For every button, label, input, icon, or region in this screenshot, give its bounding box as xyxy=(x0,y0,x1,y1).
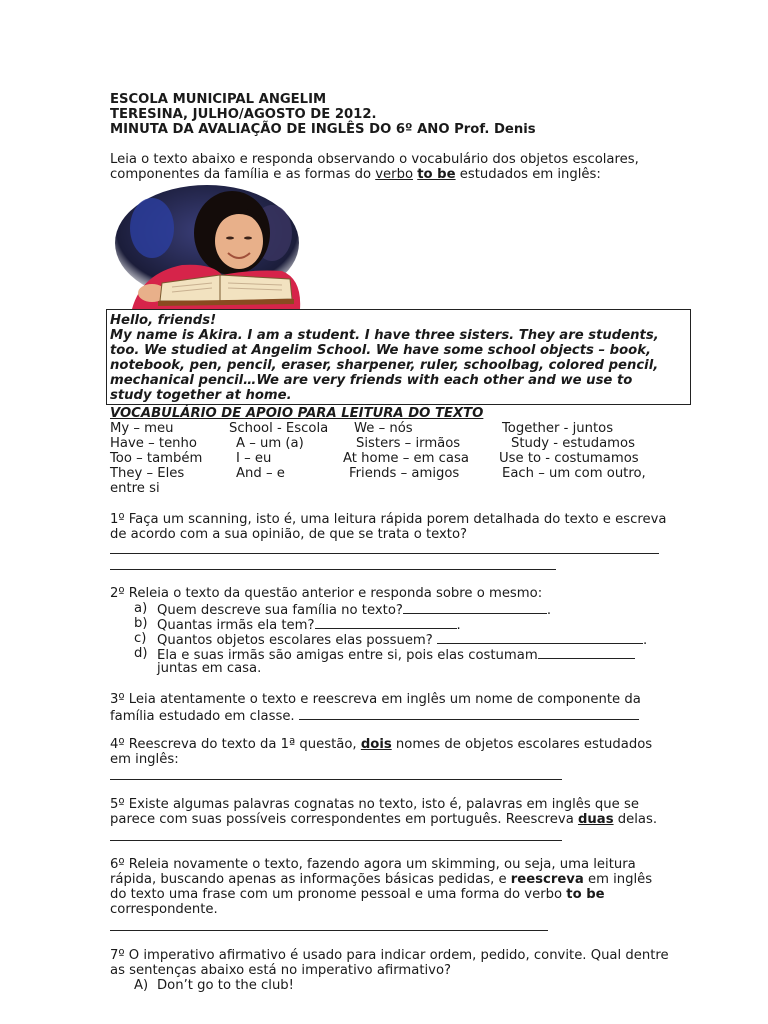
q5-line-2: parece com suas possíveis correspondentes em português. Reescreva duas delas. xyxy=(110,812,658,827)
q2-item-letter: b) xyxy=(134,616,148,631)
vocab-cell: A – um (a) xyxy=(236,436,304,451)
vocab-cell: Too – também xyxy=(110,451,203,466)
q7-option-a-letter: A) xyxy=(134,978,149,993)
vocab-cell: Each – um com outro, xyxy=(502,466,646,481)
vocab-cell: Friends – amigos xyxy=(349,466,460,481)
q4-answer-line[interactable] xyxy=(110,779,562,780)
vocab-cell: Use to - costumamos xyxy=(499,451,639,466)
q6-line-3: do texto uma frase com um pronome pessoal e uma forma do verbo to be xyxy=(110,887,605,902)
exam-title: MINUTA DA AVALIAÇÃO DE INGLÊS DO 6º ANO Prof. Denis xyxy=(110,122,536,137)
vocab-cell: Sisters – irmãos xyxy=(356,436,461,451)
school-name: ESCOLA MUNICIPAL ANGELIM xyxy=(110,92,327,107)
q2-item-d-continuation: juntas em casa. xyxy=(157,661,262,676)
vocab-cell: School - Escola xyxy=(229,421,329,436)
q2-d-answer-blank[interactable] xyxy=(538,646,635,659)
vocab-continuation: entre si xyxy=(110,481,160,496)
q5-line-1: 5º Existe algumas palavras cognatas no texto, isto é, palavras em inglês que se xyxy=(110,797,639,812)
q2-c-answer-blank[interactable] xyxy=(437,631,643,644)
reading-text-line: My name is Akira. I am a student. I have three sisters. They are students, xyxy=(110,328,659,343)
q3-line-1: 3º Leia atentamente o texto e reescreva em inglês um nome de componente da xyxy=(110,692,641,707)
q2-item-letter: a) xyxy=(134,601,148,616)
q2-item-c: Quantos objetos escolares elas possuem? . xyxy=(157,633,648,648)
vocab-cell: Study - estudamos xyxy=(511,436,635,451)
reading-text-line: notebook, pen, pencil, eraser, sharpener, ruler, schoolbag, colored pencil, xyxy=(110,358,659,373)
intro-line-2: componentes da família e as formas do verbo to be estudados em inglês: xyxy=(110,167,601,182)
q2-item-letter: c) xyxy=(134,631,147,646)
q7-line-1: 7º O imperativo afirmativo é usado para indicar ordem, pedido, convite. Qual dentre xyxy=(110,948,669,963)
q3-line-2: família estudado em classe. xyxy=(110,707,639,724)
q1-answer-line-2[interactable] xyxy=(110,569,556,570)
q6-line-2: rápida, buscando apenas as informações básicas pedidas, e reescreva em inglês xyxy=(110,872,653,887)
reading-text-line: mechanical pencil…We are very friends with each other and we use to xyxy=(110,373,633,388)
q7-line-2: as sentenças abaixo está no imperativo afirmativo? xyxy=(110,963,452,978)
vocab-cell: They – Eles xyxy=(110,466,185,481)
q2-intro: 2º Releia o texto da questão anterior e responda sobre o mesmo: xyxy=(110,586,543,601)
intro-line-1: Leia o texto abaixo e responda observando o vocabulário dos objetos escolares, xyxy=(110,152,639,167)
reading-text-line: too. We studied at Angelim School. We have some school objects – book, xyxy=(110,343,652,358)
q7-option-a[interactable]: Don’t go to the club! xyxy=(157,978,294,993)
q6-line-4: correspondente. xyxy=(110,902,218,917)
reading-text-box xyxy=(106,309,691,405)
reading-text-line: Hello, friends! xyxy=(110,313,217,328)
q2-a-answer-blank[interactable] xyxy=(403,601,547,614)
q6-answer-line[interactable] xyxy=(110,930,548,931)
vocab-cell: At home – em casa xyxy=(343,451,469,466)
q3-answer-blank[interactable] xyxy=(299,707,639,720)
q2-b-answer-blank[interactable] xyxy=(315,616,457,629)
place-date: TERESINA, JULHO/AGOSTO DE 2012. xyxy=(110,107,377,122)
reading-text-line: study together at home. xyxy=(110,388,292,403)
q5-answer-line[interactable] xyxy=(110,840,562,841)
girl-reading-photo xyxy=(112,183,302,309)
vocab-cell: Together - juntos xyxy=(502,421,614,436)
vocab-cell: We – nós xyxy=(354,421,413,436)
q2-item-letter: d) xyxy=(134,646,148,661)
q4-line-2: em inglês: xyxy=(110,752,179,767)
vocab-cell: Have – tenho xyxy=(110,436,197,451)
q4-line-1: 4º Reescreva do texto da 1ª questão, dois nomes de objetos escolares estudados xyxy=(110,737,653,752)
vocab-cell: My – meu xyxy=(110,421,174,436)
q1-line-1: 1º Faça um scanning, isto é, uma leitura rápida porem detalhada do texto e escreva xyxy=(110,512,667,527)
q6-line-1: 6º Releia novamente o texto, fazendo agora um skimming, ou seja, uma leitura xyxy=(110,857,636,872)
vocabulary-title: VOCABULÁRIO DE APOIO PARA LEITURA DO TEXTO xyxy=(110,406,484,421)
q1-line-2: de acordo com a sua opinião, de que se trata o texto? xyxy=(110,527,468,542)
q2-item-a: Quem descreve sua família no texto? . xyxy=(157,603,552,618)
vocab-cell: And – e xyxy=(236,466,285,481)
q1-answer-line-1[interactable] xyxy=(110,553,659,554)
q2-item-b: Quantas irmãs ela tem? . xyxy=(157,618,461,633)
q2-item-d: Ela e suas irmãs são amigas entre si, pois elas costumam xyxy=(157,646,635,663)
vocab-cell: I – eu xyxy=(236,451,272,466)
